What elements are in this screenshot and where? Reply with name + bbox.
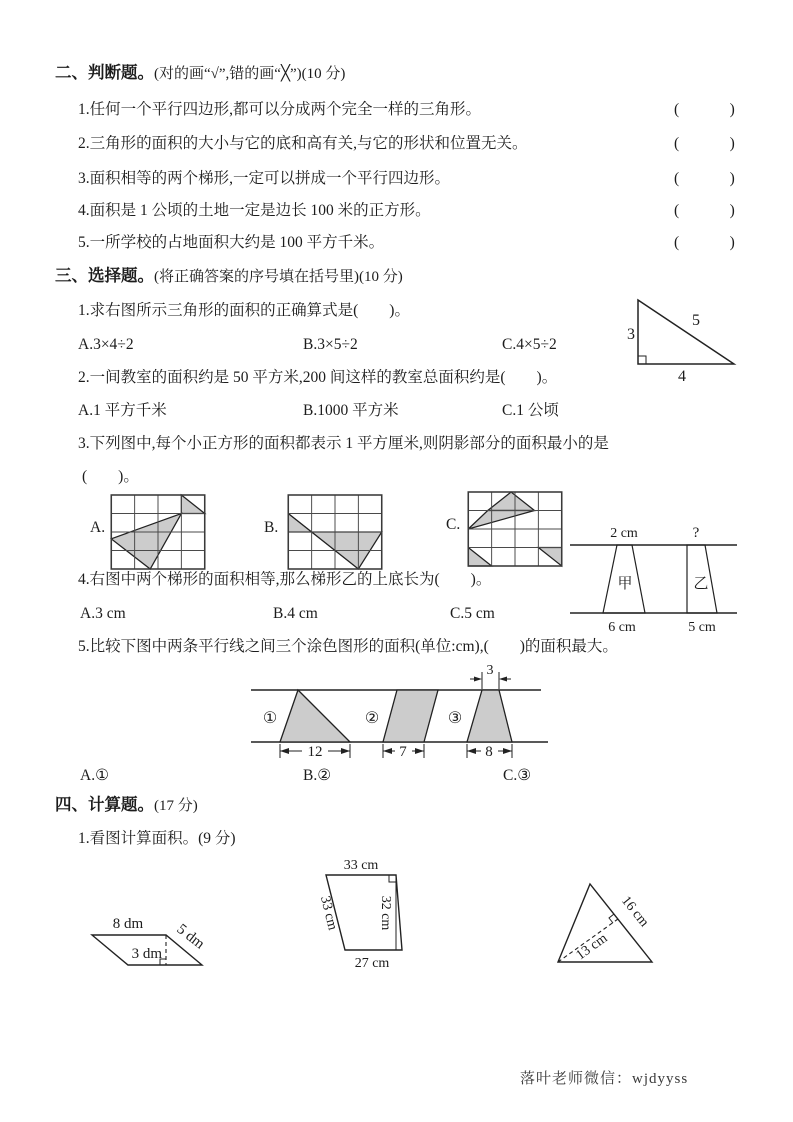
parallel-lines-shapes-figure xyxy=(243,662,558,767)
choice-q2-option-c: C.1 公顷 xyxy=(502,402,559,419)
answer-bracket-5: ( ) xyxy=(674,234,736,251)
choice-q5-option-a: A.① xyxy=(80,767,109,784)
choice-q5-option-b: B.② xyxy=(303,767,332,784)
grid-figure-a xyxy=(111,495,205,569)
triangle-side-4-label: 4 xyxy=(678,368,686,385)
triangle-figure xyxy=(548,870,698,980)
shape2-circled-label: ② xyxy=(364,710,380,727)
grid-figure-b xyxy=(288,495,382,569)
section4-subtitle: (17 分) xyxy=(154,798,198,814)
trapezoid-top-question-label: ? xyxy=(692,525,700,541)
judgment-item-2: 2.三角形的面积的大小与它的底和高有关,与它的形状和位置无关。 xyxy=(78,135,528,152)
grid-figure-c xyxy=(468,492,562,566)
choice-q5-text: 5.比较下图中两条平行线之间三个涂色图形的面积(单位:cm),( )的面积最大。 xyxy=(78,638,618,655)
answer-bracket-3: ( ) xyxy=(674,170,736,187)
choice-q4-text: 4.右图中两个梯形的面积相等,那么梯形乙的上底长为( )。 xyxy=(78,571,492,588)
choice-q4-option-c: C.5 cm xyxy=(450,605,495,622)
parallelogram-height-3dm-label: 3 dm xyxy=(131,946,162,962)
trapezoid-top-2cm-label: 2 cm xyxy=(610,526,638,541)
grid-option-c-label: C. xyxy=(446,516,461,533)
choice-q1-option-b: B.3×5÷2 xyxy=(303,336,358,353)
section3-title: 三、选择题。 xyxy=(55,266,154,285)
parallelogram-side-5dm-label: 5 dm xyxy=(173,921,208,953)
choice-q3-text-line2: ( )。 xyxy=(82,468,139,485)
answer-bracket-2: ( ) xyxy=(674,135,736,152)
shape1-base-12-label: 12 xyxy=(307,744,323,760)
section2-title: 二、判断题。 xyxy=(55,63,154,82)
judgment-item-1: 1.任何一个平行四边形,都可以分成两个完全一样的三角形。 xyxy=(78,101,482,118)
judgment-item-5: 5.一所学校的占地面积大约是 100 平方千米。 xyxy=(78,234,385,251)
trapezoid-jia-label: 甲 xyxy=(617,576,633,592)
right-triangle-figure xyxy=(608,290,753,385)
parallelogram-figure xyxy=(78,898,238,978)
section3-subtitle: (将正确答案的序号填在括号里)(10 分) xyxy=(154,269,403,285)
trapezoid-height-32cm-label: 32 cm xyxy=(378,895,393,931)
choice-q4-option-b: B.4 cm xyxy=(273,605,318,622)
triangle-side-16cm-label: 16 cm xyxy=(618,893,652,930)
answer-bracket-4: ( ) xyxy=(674,202,736,219)
judgment-item-4: 4.面积是 1 公顷的土地一定是边长 100 米的正方形。 xyxy=(78,202,431,219)
section2-subtitle: (对的画“√”,错的画“╳”)(10 分) xyxy=(154,66,346,82)
shape3-circled-label: ③ xyxy=(447,710,463,727)
section4-heading xyxy=(55,795,198,816)
choice-q3-text-line1: 3.下列图中,每个小正方形的面积都表示 1 平方厘米,则阴影部分的面积最小的是 xyxy=(78,435,609,452)
trapezoid-figure xyxy=(312,856,442,981)
footer-watermark: 落叶老师微信：wjdyyss xyxy=(520,1071,689,1087)
section4-title: 四、计算题。 xyxy=(55,795,154,814)
answer-bracket-1: ( ) xyxy=(674,101,736,118)
choice-q5-option-c: C.③ xyxy=(503,767,532,784)
grid-option-b-label: B. xyxy=(264,519,279,536)
choice-q2-option-b: B.1000 平方米 xyxy=(303,402,399,419)
trapezoid-top-33cm-label: 33 cm xyxy=(343,858,379,873)
trapezoid-yi-label: 乙 xyxy=(693,576,709,592)
triangle-side-5-label: 5 xyxy=(692,312,700,329)
choice-q2-option-a: A.1 平方千米 xyxy=(78,402,167,419)
calc-item-1-text: 1.看图计算面积。(9 分) xyxy=(78,830,236,847)
choice-q4-option-a: A.3 cm xyxy=(80,605,126,622)
shape2-base-7-label: 7 xyxy=(399,744,407,760)
two-trapezoids-figure xyxy=(565,517,755,639)
triangle-side-3-label: 3 xyxy=(627,326,635,343)
triangle-height-13cm-label: 13 cm xyxy=(573,930,611,964)
trapezoid-bottom-5cm-label: 5 cm xyxy=(688,620,716,635)
judgment-item-3: 3.面积相等的两个梯形,一定可以拼成一个平行四边形。 xyxy=(78,170,451,187)
grid-option-a-label: A. xyxy=(90,519,106,536)
trapezoid-left-33cm-label: 33 cm xyxy=(316,894,340,932)
shape3-base-8-label: 8 xyxy=(485,744,493,760)
shape3-top-3-label: 3 xyxy=(486,663,494,678)
trapezoid-bottom-6cm-label: 6 cm xyxy=(608,620,636,635)
choice-q2-text: 2.一间教室的面积约是 50 平方米,200 间这样的教室总面积约是( )。 xyxy=(78,369,558,386)
section2-heading xyxy=(55,63,345,84)
shape1-circled-label: ① xyxy=(262,710,278,727)
parallelogram-base-8dm-label: 8 dm xyxy=(112,916,144,932)
section3-heading xyxy=(55,266,403,287)
trapezoid-bottom-27cm-label: 27 cm xyxy=(354,956,390,971)
choice-q1-option-a: A.3×4÷2 xyxy=(78,336,134,353)
choice-q1-option-c: C.4×5÷2 xyxy=(502,336,557,353)
choice-q1-text: 1.求右图所示三角形的面积的正确算式是( )。 xyxy=(78,302,410,319)
